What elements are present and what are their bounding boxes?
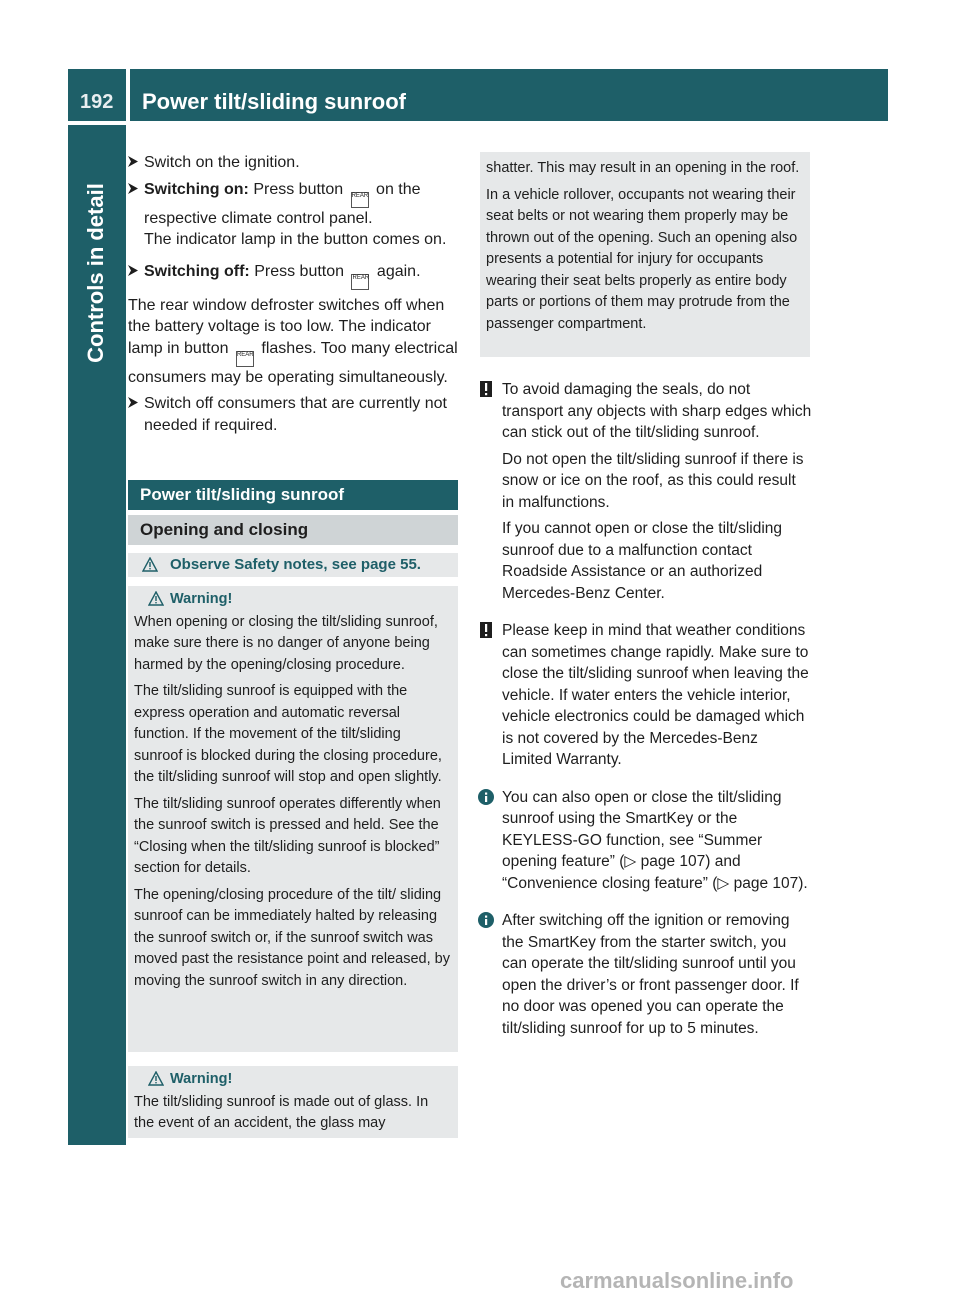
warning-heading-text: Warning! [170,1071,233,1087]
info-note [480,910,812,1039]
list-item [128,393,460,436]
warning-box [128,586,458,1052]
page-title: Power tilt/sliding sunroof [142,89,406,114]
rear-symbol-label: REAR [352,274,370,281]
warning-triangle-icon [148,591,164,606]
caution-note [480,620,812,771]
note-paragraph: Do not open the tilt/sliding sunroof if there is snow or ice on the roof, as this could result in malfunctions. [502,450,804,511]
warning-paragraph: When opening or closing the tilt/sliding sunroof, make sure there is no danger of anyone being harmed by the opening/closing procedure. [134,613,438,673]
list-item [128,179,460,230]
note-paragraph: If you cannot open or close the tilt/sliding sunroof due to a malfunction contact Roadside Assistance or an authorized Mercedes-Benz Center. [502,520,783,602]
note-paragraph: Please keep in mind that weather conditions can sometimes change rapidly. Make sure to close the tilt/sliding sunroof when leaving the vehicle. If water enters the vehicle interior, vehicle electronics could be damaged which is not covered by the Mercedes-Benz Limited Warranty. [502,622,809,768]
warning-paragraph: The tilt/sliding sunroof operates differently when the sunroof switch is pressed and held. See the “Closing when the tilt/sliding sunroof is blocked” section for details. [134,795,441,876]
subsection-heading: Opening and closing [128,515,458,545]
note-paragraph: You can also open or close the tilt/sliding sunroof using the SmartKey or the KEYLESS-GO function, see “Summer opening feature” (▷ page 107) and “Convenience closing feature” (▷ page 107). [502,788,808,892]
step-label: Switching on: [144,180,249,198]
warning-paragraph: The tilt/sliding sunroof is equipped with the express operation and automatic reversal function. If the movement of the tilt/sliding sunroof is blocked during the closing procedure, the tilt/sliding sunroof will stop and open slightly. [134,683,442,785]
warning-paragraph: In a vehicle rollover, occupants not wearing their seat belts or not wearing them properly may be thrown out of the opening. Such an opening also presents a potential for injury for occupants wearing their seat belts properly as entire body parts or portions of them may protrude from the passenger compartment. [486,186,798,332]
rear-defroster-icon [236,351,254,367]
bullet-arrow-icon [128,265,138,276]
warning-box-continued [480,152,810,357]
watermark: carmanualsonline.info [560,1268,794,1293]
safety-note-text: Observe Safety notes, see page 55. [170,556,421,573]
rear-symbol-label: REAR [351,192,369,199]
step-text: Switch off consumers that are currently not needed if required. [144,395,447,434]
warning-heading [134,589,452,611]
bullet-arrow-icon [128,397,138,408]
note-paragraph: To avoid damaging the seals, do not transport any objects with sharp edges which can stick out of the tilt/sliding sunroof. [502,381,812,441]
warning-heading-text: Warning! [170,591,233,607]
step-text: Press button [248,180,348,198]
note-paragraph: After switching off the ignition or removing the SmartKey from the starter switch, you can operate the tilt/sliding sunroof until you open the driver’s or front passenger door. If no door was opened you can operate the tilt/sliding sunroof for up to 5 minutes. [502,912,799,1037]
safety-note [128,553,458,577]
bullet-arrow-icon [128,156,138,167]
warning-triangle-icon [148,1071,164,1086]
warning-triangle-icon [142,557,158,572]
warning-paragraph: The opening/closing procedure of the tilt/ sliding sunroof can be immediately halted by releasing the sunroof switch or, if the sunroof switch was moved past the resistance point and released, by moving the sunroof switch in any direction. [134,886,450,989]
left-column [128,152,460,441]
section-heading: Power tilt/sliding sunroof [128,480,458,510]
warning-heading [134,1069,452,1091]
warning-box [128,1066,458,1138]
right-column [480,379,812,1043]
warning-paragraph: shatter. This may result in an opening in the roof. [486,160,800,176]
page-header [68,69,888,121]
page-number: 192 [80,91,114,113]
caution-note [480,379,812,604]
paragraph [128,295,460,389]
step-text: Switch on the ignition. [144,154,300,171]
header-divider [126,69,130,121]
bullet-arrow-icon [128,183,138,194]
paragraph-text: flashes. Too many electrical consumers may be operating simultaneously. [128,339,458,386]
step-text: on the respective climate control panel. [144,180,421,227]
rear-symbol-label: REAR [236,351,254,358]
list-item [128,261,460,290]
step-text: again. [372,262,421,280]
rear-defroster-icon [351,192,369,208]
step-result: The indicator lamp in the button comes on. [144,231,447,248]
list-item [128,152,460,174]
step-label: Switching off: [144,262,250,280]
exclamation-icon [480,622,492,638]
info-icon [478,789,494,805]
info-icon [478,912,494,928]
step-text: Press button [249,262,349,280]
sidebar-label: Controls in detail [83,183,108,363]
rear-defroster-icon [351,274,369,290]
paragraph-text: The rear window defroster switches off when the battery voltage is too low. The indicator lamp in button [128,296,445,357]
info-note [480,787,812,895]
exclamation-icon [480,381,492,397]
warning-paragraph: The tilt/sliding sunroof is made out of glass. In the event of an accident, the glass may [134,1093,429,1131]
